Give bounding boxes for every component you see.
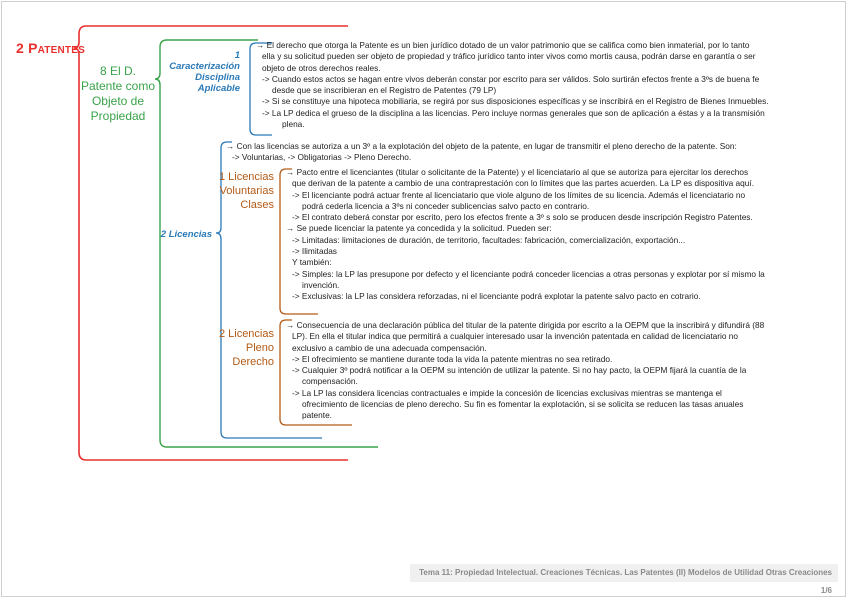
text-line: -> Cualquier 3º podrá notificar a la OEPM su intención de utilizar la patente. Si no hay pacto, la OEPM fijará la cuantía de la [292, 365, 747, 376]
main-title: 2 Patentes [16, 40, 85, 56]
text-line: → Con las licencias se autoriza a un 3º a la explotación del objeto de la patente, en lugar de transmitir el pleno derecho de la patente. Son: [226, 141, 737, 151]
text-line: patente. [302, 410, 332, 421]
subject-title: 8 El D. Patente como Objeto de Propiedad [80, 64, 156, 123]
text-line: -> La LP dedica el grueso de la disciplina a las licencias. Pero incluye normas generales que son de aplicación a éstas y a la transmisión [262, 107, 765, 118]
text-line: ofrecimiento de licencias de pleno derecho. Su fin es fomentar la explotación, si se solicita se reducen las tasas anuales [302, 399, 744, 410]
section-2-intro [226, 141, 826, 164]
text-line: -> Cuando estos actos se hagan entre vivos deberán constar por escrito para ser válidos. Solo surtirán efectos frente a 3ºs de buena fe [262, 73, 760, 84]
text-line: → El derecho que otorga la Patente es un bien jurídico dotado de un valor patrimonio que se califica como bien inmaterial, por lo tanto [256, 40, 750, 50]
text-line: -> Ilimitadas [292, 246, 337, 257]
text-line: desde que se inscribieran en el Registro de Patentes (79 LP) [272, 85, 497, 96]
text-line: compensación. [302, 376, 358, 387]
text-line: -> El licenciante podrá actuar frente al licenciatario que viole alguno de los límites de su licencia. Además el licenciatario no [292, 189, 746, 200]
text-line: Y también: [292, 257, 332, 268]
text-line: invención. [302, 279, 340, 290]
sub-1-text [286, 167, 831, 303]
text-line: -> La LP las considera licencias contractuales e impide la concesión de licencias exclusivas mientras se mantenga el [292, 387, 722, 398]
sub-2-heading: 2 Licencias Pleno Derecho [218, 328, 274, 368]
footer-caption: Tema 11: Propiedad Intelectual. Creaciones Técnicas. Las Patentes (II) Modelos de Utilidad Otras Creaciones 1/6 [410, 564, 838, 582]
text-line: -> Limitadas: limitaciones de duración, de territorio, facultades: fabricación, comercialización, exportación... [292, 234, 686, 245]
text-line: objeto de otros derechos reales. [262, 62, 381, 73]
text-line: -> El contrato deberá constar por escrito, pero los efectos frente a 3º s solo se producen desde inscripción Registro Patentes. [292, 212, 753, 223]
text-line: → Se puede licenciar la patente ya concedida y la solicitud. Pueden ser: [286, 223, 552, 234]
text-line: ella y su solicitud pueden ser objeto de propiedad y tráfico jurídico tanto inter vivos como mortis causa, podrán darse en garantía o ser [262, 51, 756, 62]
section-2-heading: 2 Licencias [160, 229, 212, 240]
text-line: -> Exclusivas: la LP las considera reforzadas, ni el licenciante podrá explotar la patente salvo pacto en cotrario. [292, 291, 701, 302]
text-line: -> Si se constituye una hipoteca mobiliaria, se regirá por sus disposiciones específicas y se inscribirá en el Registro de Bienes Inmuebles. [262, 96, 769, 107]
text-line: -> Simples: la LP las presupone por defecto y el licenciante podrá conceder licencias a otras personas y explotar por sí mismo la [292, 268, 765, 279]
text-line: -> El ofrecimiento se mantiene durante toda la vida la patente mientras no sea retirado. [292, 353, 613, 364]
sub-1-heading: 1 Licencias Voluntarias Clases [218, 171, 274, 211]
text-line: LP). En ella el titular indica que permitirá a cualquier interesado usar la invención patentada en calidad de licenciatario no [292, 331, 738, 342]
text-line: que derivan de la patente a cambio de una contraprestación con lo límites que las partes acuerden. La LP es dispositiva aquí. [292, 178, 755, 189]
text-line: plena. [282, 119, 305, 130]
text-line: → Pacto entre el licenciantes (titular o solicitante de la Patente) y el licenciatario al que se autoriza para ejercitar los derechos [286, 167, 749, 177]
section-1-text [256, 40, 828, 130]
sub-2-text [286, 320, 831, 422]
text-line: -> Voluntarias, -> Obligatorias -> Pleno Derecho. [232, 152, 412, 163]
text-line: exclusivo a cambio de una adecuada compensación. [292, 342, 487, 353]
text-line: → Consecuencia de una declaración pública del titular de la patente dirigida por escrito a la OEPM que la inscribirá y difundirá (88 [286, 320, 765, 330]
section-1-heading: 1 Caracterización Disciplina Aplicable [169, 50, 240, 94]
text-line: podrá cederla licencia a 3ºs ni conceder sublicencias salvo pacto en contrario. [302, 200, 590, 211]
